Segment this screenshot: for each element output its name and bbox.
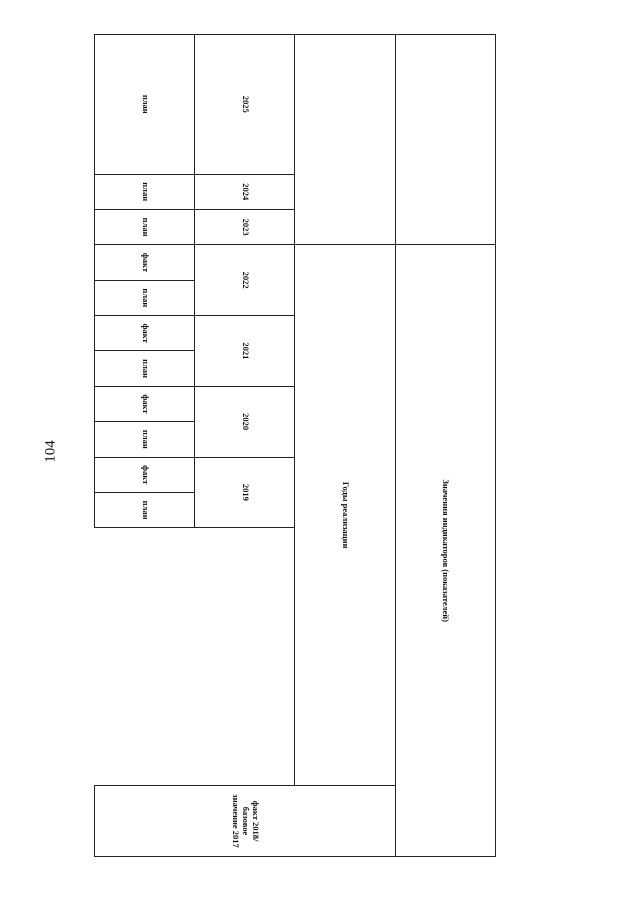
plan-header: план [95, 422, 195, 457]
indicator-table [94, 34, 496, 857]
indicator-table-container [94, 34, 496, 857]
plan-header: план [95, 35, 195, 175]
years-realization-header: Годы реализации [295, 245, 395, 786]
page-number: 104 [42, 440, 59, 463]
year-header: 2025 [195, 35, 295, 175]
fact-header: факт [95, 316, 195, 351]
plan-header: план [95, 174, 195, 209]
indicators-header: Значения индикаторов (показателей) [395, 245, 495, 857]
plan-header: план [95, 351, 195, 386]
year-header: 2021 [195, 316, 295, 387]
fact-header: факт [95, 457, 195, 492]
year-header: 2019 [195, 457, 295, 528]
blank-header-cell [395, 35, 495, 245]
year-header: 2022 [195, 245, 295, 316]
blank-header-cell [295, 35, 395, 245]
plan-header: план [95, 209, 195, 244]
plan-header: план [95, 280, 195, 315]
year-header: 2024 [195, 174, 295, 209]
fact-header: факт [95, 245, 195, 280]
year-header: 2023 [195, 209, 295, 244]
fact-base-header: факт 2018/базовое значение 2017 [95, 786, 396, 857]
plan-header: план [95, 492, 195, 527]
fact-header: факт [95, 386, 195, 421]
year-header: 2020 [195, 386, 295, 457]
